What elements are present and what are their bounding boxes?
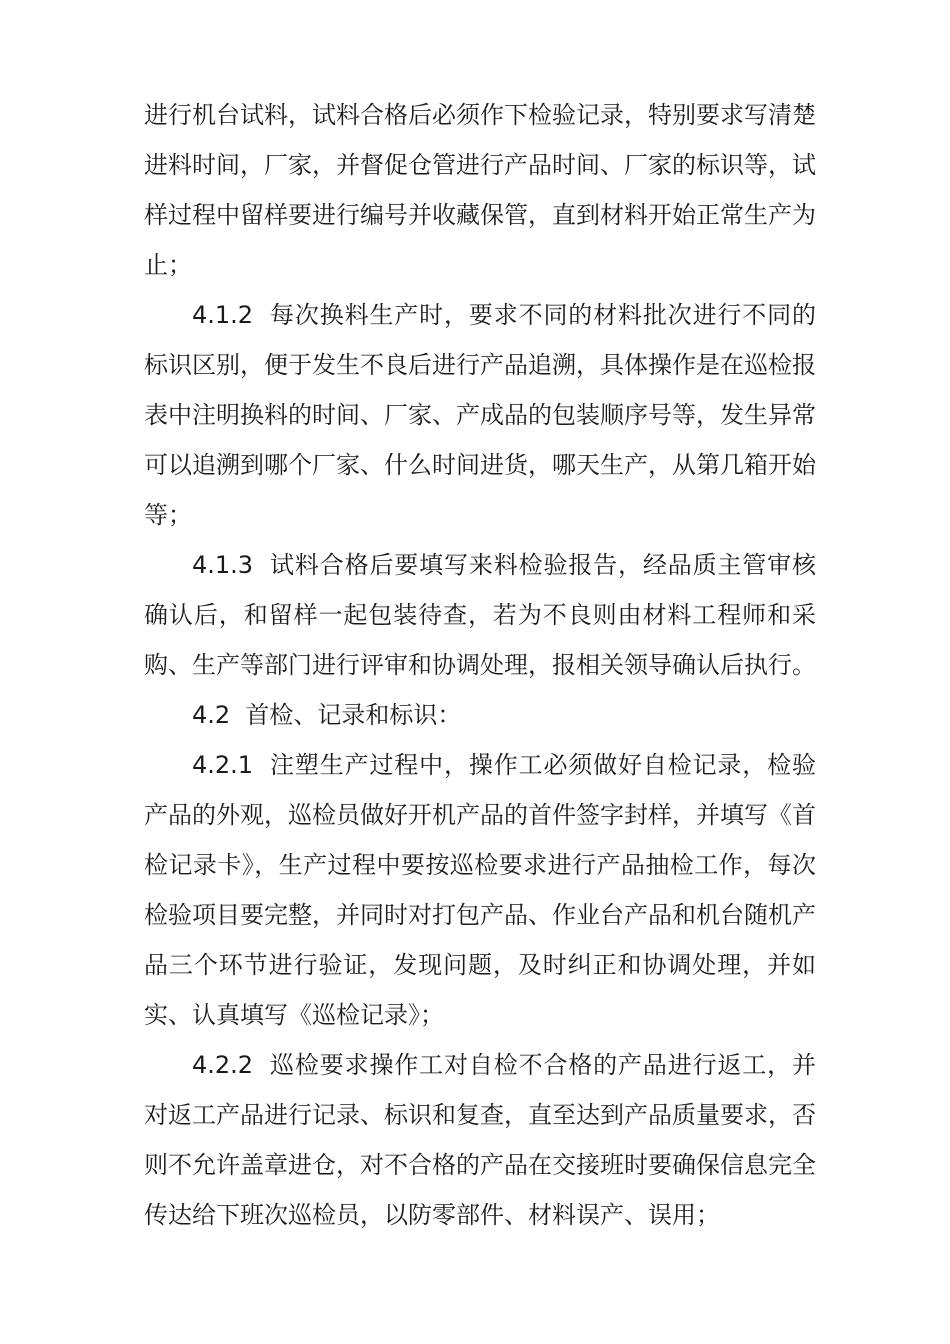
- paragraph-4-2-2: 4.2.2 巡检要求操作工对自检不合格的产品进行返工，并对返工产品进行记录、标识和复查，直至达到产品质量要求，否则不允许盖章进仓，对不合格的产品在交接班时要确保信息完全传达给下班次巡检员，以防零部件、材料误产、误用；: [144, 1051, 816, 1229]
- section-heading-4-2: 4.2 首检、记录和标识：: [192, 701, 462, 729]
- document-body: [144, 90, 816, 1240]
- paragraph-continuation: 进行机台试料，试料合格后必须作下检验记录，特别要求写清楚进料时间，厂家，并督促仓管进行产品时间、厂家的标识等，试样过程中留样要进行编号并收藏保管，直到材料开始正常生产为止；: [144, 101, 816, 279]
- paragraph-4-1-2: 4.1.2 每次换料生产时，要求不同的材料批次进行不同的标识区别，便于发生不良后进行产品追溯，具体操作是在巡检报表中注明换料的时间、厂家、产成品的包装顺序号等，发生异常可以追溯到哪个厂家、什么时间进货，哪天生产，从第几箱开始等；: [144, 301, 816, 529]
- paragraph-4-1-3: 4.1.3 试料合格后要填写来料检验报告，经品质主管审核确认后，和留样一起包装待查，若为不良则由材料工程师和采购、生产等部门进行评审和协调处理，报相关领导确认后执行。: [144, 551, 816, 679]
- paragraph-4-2-1: 4.2.1 注塑生产过程中，操作工必须做好自检记录，检验产品的外观，巡检员做好开机产品的首件签字封样，并填写《首检记录卡》，生产过程中要按巡检要求进行产品抽检工作，每次检验项目要完整，并同时对打包产品、作业台产品和机台随机产品三个环节进行验证，发现问题，及时纠正和协调处理，并如实、认真填写《巡检记录》；: [144, 751, 816, 1029]
